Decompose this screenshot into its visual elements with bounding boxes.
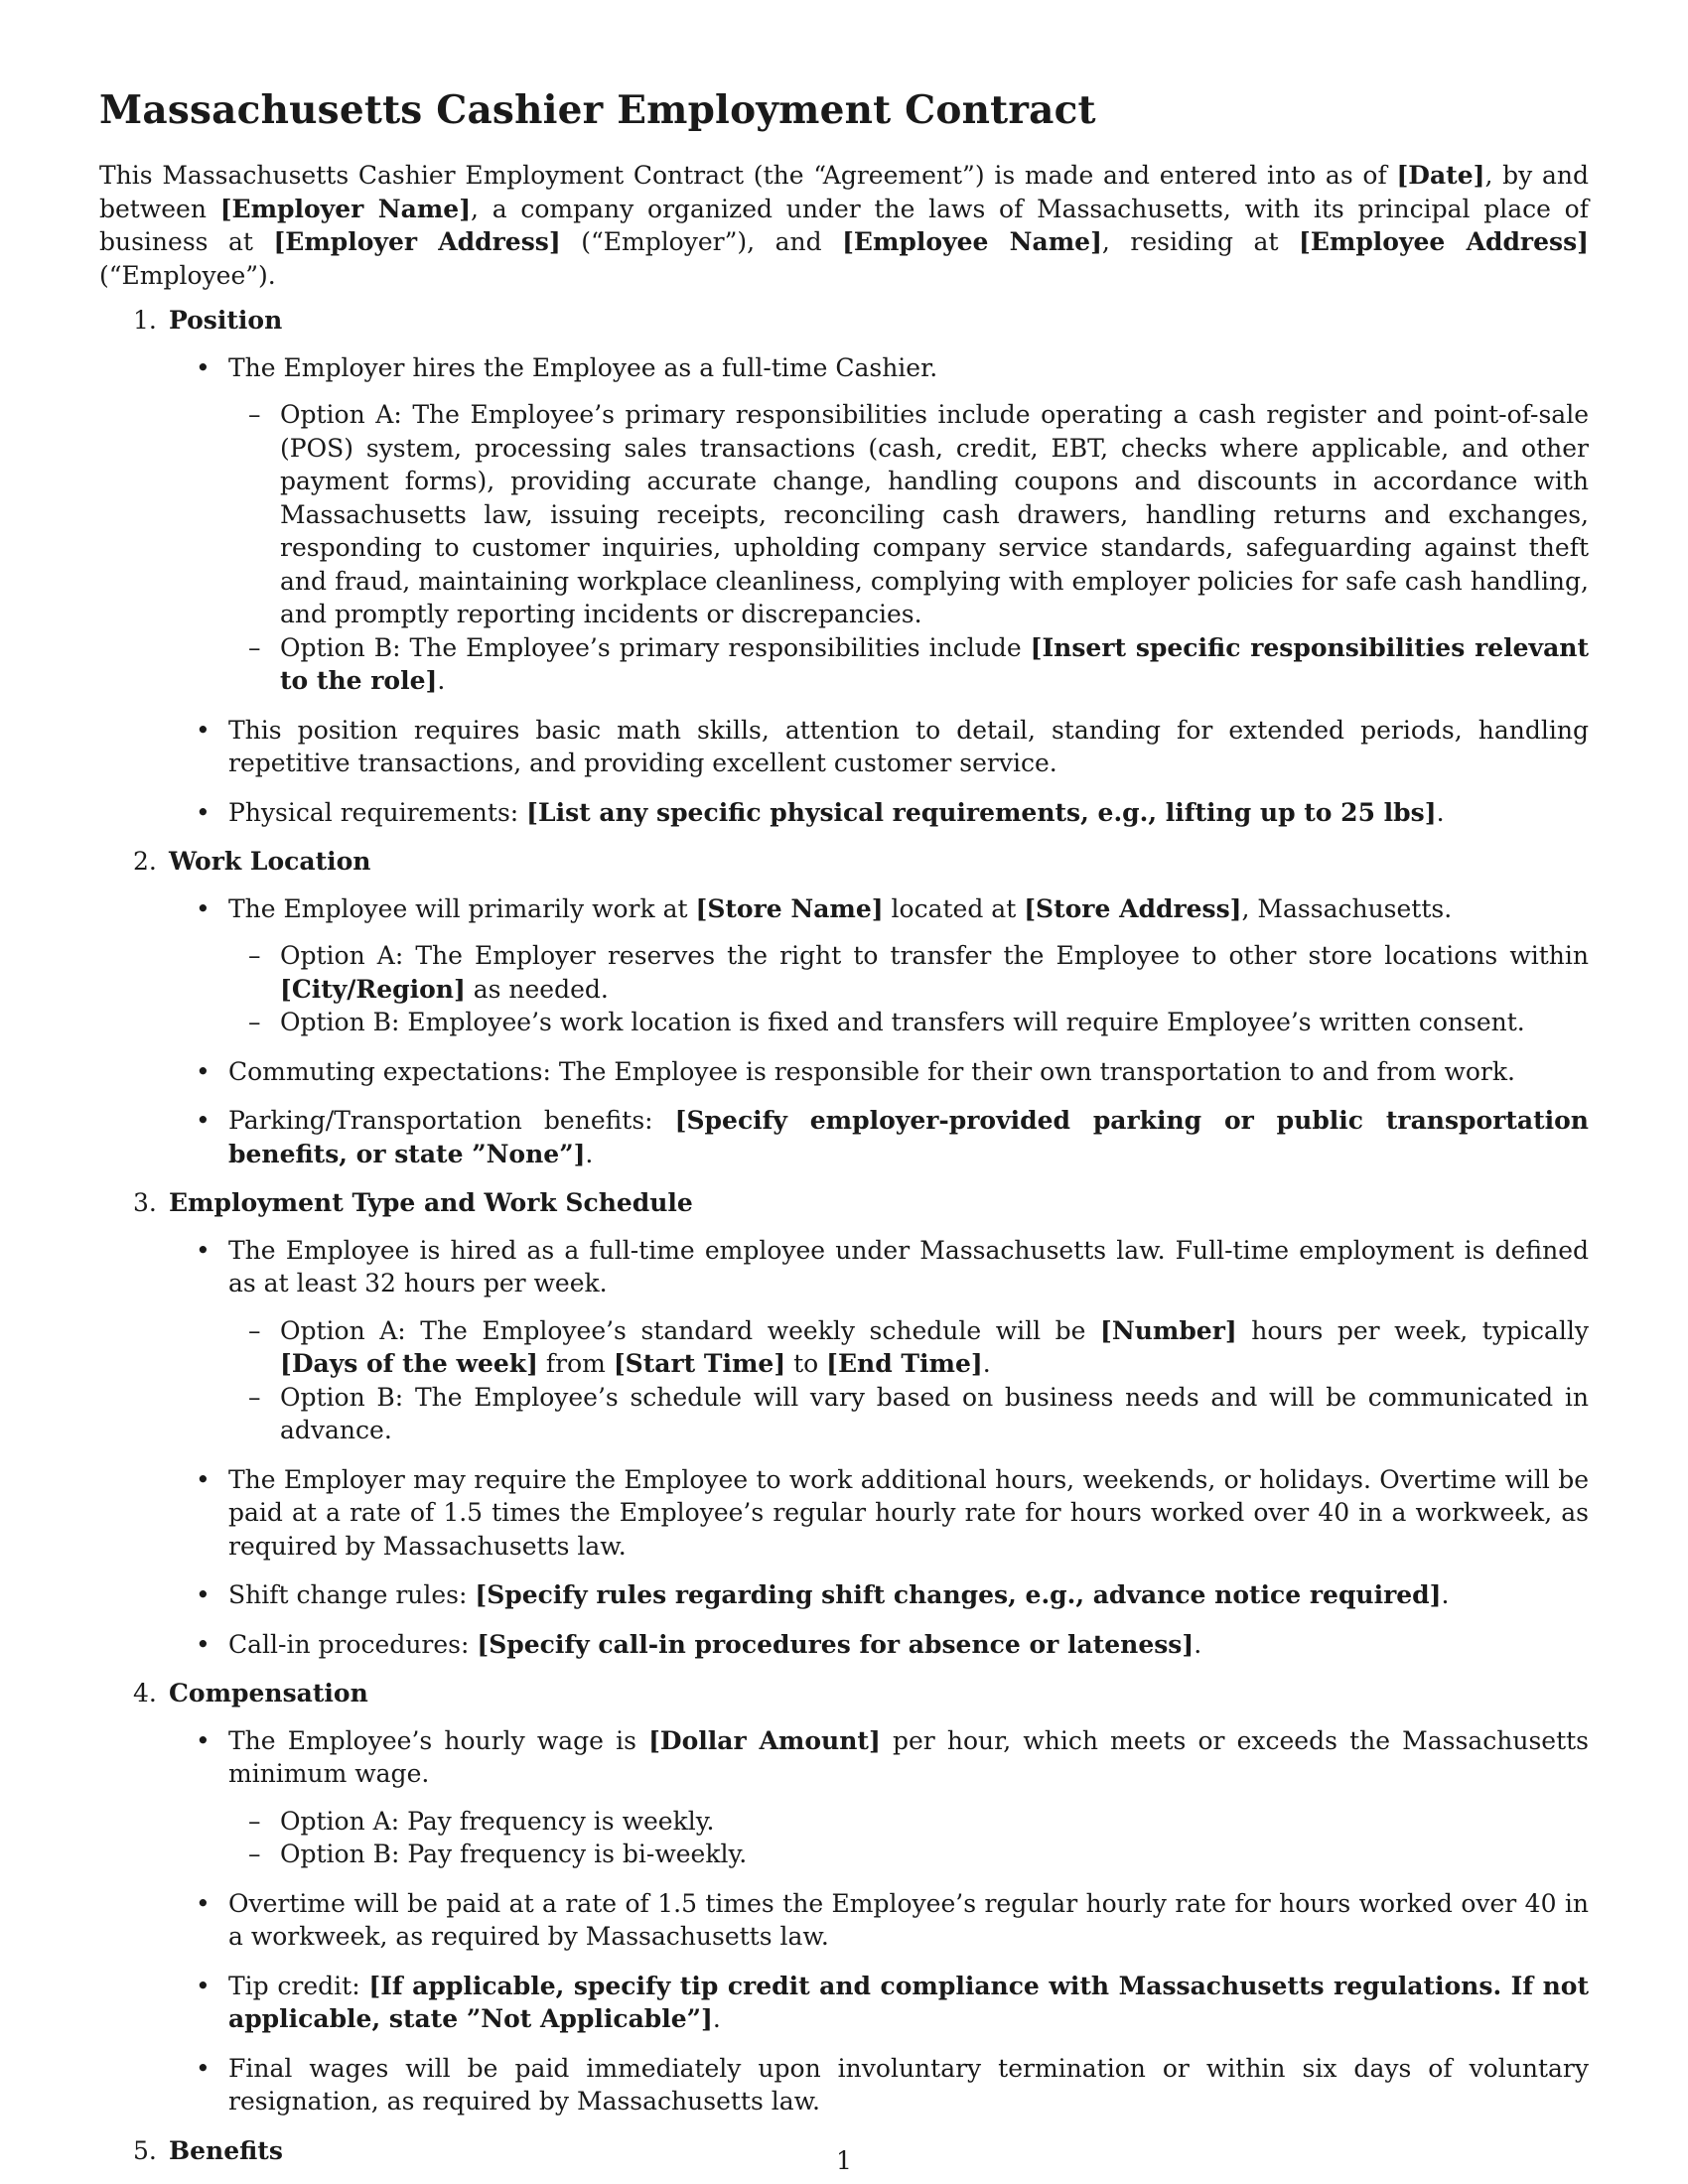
bullet-text: Overtime will be paid at a rate of 1.5 times the Employee’s regular hourly rate for hours worked over 40 in a workweek, as required by Massachusetts law.	[228, 1888, 1589, 1951]
option-text: Option B: The Employee’s schedule will vary based on business needs and will be communicated in advance.	[280, 1382, 1589, 1444]
option-item	[228, 1006, 1589, 1039]
bullet-item	[169, 2052, 1589, 2118]
placeholder-days-of-week: [Days of the week]	[280, 1349, 538, 1378]
bullet-list	[169, 1724, 1589, 2118]
intro-text: , residing at	[1101, 227, 1299, 256]
punctuation: .	[1194, 1629, 1202, 1659]
option-text: Option A: The Employer reserves the right to transfer the Employee to other store locations within	[280, 941, 1589, 970]
bullet-text: Parking/Transportation benefits:	[228, 1106, 675, 1135]
bullet-item	[169, 1887, 1589, 1954]
bullet-text: Tip credit:	[228, 1971, 369, 2000]
punctuation: .	[982, 1349, 991, 1378]
option-item	[228, 939, 1589, 1006]
section-position	[99, 304, 1589, 829]
bullet-item	[169, 1628, 1589, 1662]
placeholder-date: [Date]	[1396, 161, 1485, 190]
bullet-item	[169, 1463, 1589, 1564]
placeholder-employee-address: [Employee Address]	[1298, 227, 1589, 256]
section-compensation	[99, 1677, 1589, 2118]
bullet-text: located at	[883, 893, 1025, 923]
punctuation: .	[712, 2004, 721, 2033]
bullet-item	[169, 796, 1589, 830]
section-number: 5.	[133, 2135, 157, 2165]
option-item	[228, 1314, 1589, 1381]
bullet-text: The Employee is hired as a full-time employee under Massachusetts law. Full-time employment is defined as at least 32 hours per week.	[228, 1235, 1589, 1297]
section-employment-type	[99, 1186, 1589, 1661]
option-item	[228, 1381, 1589, 1447]
placeholder-start-time: [Start Time]	[613, 1349, 786, 1378]
option-text: Option A: The Employee’s standard weekly schedule will be	[280, 1315, 1101, 1345]
punctuation: .	[1441, 1580, 1450, 1609]
section-title: Compensation	[169, 1679, 368, 1707]
section-title: Employment Type and Work Schedule	[169, 1188, 693, 1217]
bullet-text: Physical requirements:	[228, 797, 527, 827]
section-title: Position	[169, 306, 283, 335]
option-list	[228, 1314, 1589, 1447]
bullet-text: The Employer hires the Employee as a full-time Cashier.	[228, 352, 938, 382]
placeholder-call-in-procedures: [Specify call-in procedures for absence or lateness]	[477, 1629, 1195, 1659]
bullet-text: per hour, which meets or exceeds the Massachusetts minimum wage.	[228, 1725, 1589, 1788]
bullet-item	[169, 1234, 1589, 1447]
section-title: Work Location	[169, 847, 371, 876]
option-item	[228, 631, 1589, 698]
placeholder-responsibilities: [Insert specific responsibilities relevant to the role]	[280, 632, 1589, 695]
page-number: 1	[836, 2146, 852, 2175]
bullet-text: The Employee’s hourly wage is	[228, 1725, 649, 1755]
placeholder-employee-name: [Employee Name]	[842, 227, 1102, 256]
placeholder-end-time: [End Time]	[826, 1349, 983, 1378]
section-work-location	[99, 845, 1589, 1170]
bullet-text: Final wages will be paid immediately upon involuntary termination or within six days of voluntary resignation, as required by Massachusetts law.	[228, 2053, 1589, 2116]
option-text: as needed.	[465, 974, 609, 1004]
bullet-item	[169, 714, 1589, 780]
placeholder-shift-change-rules: [Specify rules regarding shift changes, e.g., advance notice required]	[475, 1580, 1442, 1609]
intro-text: , a company organized under the laws of Massachusetts, with its principal place of business at	[99, 194, 1589, 256]
option-text: from	[537, 1349, 614, 1378]
section-number: 4.	[133, 1679, 157, 1707]
option-text: hours per week, typically	[1236, 1315, 1589, 1345]
bullet-text: Shift change rules:	[228, 1580, 476, 1609]
bullet-list	[169, 892, 1589, 1171]
bullet-text: Commuting expectations: The Employee is responsible for their own transportation to and from work.	[228, 1056, 1515, 1086]
punctuation: .	[585, 1139, 594, 1168]
option-item	[228, 1838, 1589, 1871]
intro-paragraph	[99, 159, 1589, 292]
bullet-text: , Massachusetts.	[1241, 893, 1453, 923]
bullet-item	[169, 351, 1589, 698]
bullet-text: Call-in procedures:	[228, 1629, 478, 1659]
placeholder-store-address: [Store Address]	[1024, 893, 1242, 923]
option-text: to	[785, 1349, 827, 1378]
bullet-list	[169, 1234, 1589, 1662]
document-body	[99, 159, 1589, 2177]
placeholder-city-region: [City/Region]	[280, 974, 466, 1004]
placeholder-employer-address: [Employer Address]	[273, 227, 561, 256]
section-title: Benefits	[169, 2135, 283, 2165]
intro-text: (“Employer”), and	[560, 227, 843, 256]
intro-text: , by and between	[99, 161, 1589, 223]
option-text: Option A: The Employee’s primary responsibilities include operating a cash register and point-of-sale (POS) system, processing sales transactions (cash, credit, EBT, checks where applicable, and other payment forms), providing accurate change, handling coupons and discounts in accordance with Massachusetts law, issuing receipts, reconciling cash drawers, handling returns and exchanges, responding to customer inquiries, upholding company service standards, safeguarding against theft and fraud, maintaining workplace cleanliness, complying with employer policies for safe cash handling, and promptly reporting incidents or discrepancies.	[280, 400, 1589, 628]
bullet-item	[169, 1970, 1589, 2036]
placeholder-tip-credit: [If applicable, specify tip credit and compliance with Massachusetts regulations. If not applicable, state ”Not Applicable”]	[228, 1971, 1589, 2033]
section-number: 3.	[133, 1188, 157, 1217]
placeholder-store-name: [Store Name]	[695, 893, 884, 923]
option-item	[228, 398, 1589, 631]
bullet-list	[169, 351, 1589, 830]
punctuation: .	[1436, 797, 1445, 827]
bullet-item	[169, 1578, 1589, 1612]
option-text: Option B: The Employee’s primary responsibilities include	[280, 632, 1031, 662]
option-list	[228, 398, 1589, 698]
option-text: Option A: Pay frequency is weekly.	[280, 1806, 715, 1836]
placeholder-parking-benefits: [Specify employer-provided parking or public transportation benefits, or state ”None”]	[228, 1106, 1589, 1168]
bullet-item	[169, 1724, 1589, 1871]
section-list	[99, 304, 1589, 2167]
section-number: 2.	[133, 847, 157, 876]
placeholder-dollar-amount: [Dollar Amount]	[648, 1725, 881, 1755]
option-list	[228, 939, 1589, 1039]
option-text: Option B: Pay frequency is bi-weekly.	[280, 1840, 748, 1868]
bullet-text: This position requires basic math skills, attention to detail, standing for extended periods, handling repetitive transactions, and providing excellent customer service.	[228, 715, 1589, 777]
placeholder-employer-name: [Employer Name]	[219, 194, 472, 223]
bullet-text: The Employee will primarily work at	[228, 893, 696, 923]
document-title: Massachusetts Cashier Employment Contract	[99, 87, 1096, 133]
section-number: 1.	[133, 306, 157, 335]
bullet-text: The Employer may require the Employee to work additional hours, weekends, or holidays. Overtime will be paid at a rate of 1.5 times the Employee’s regular hourly rate for hours worked over 40 in a workweek, as required by Massachusetts law.	[228, 1464, 1589, 1561]
bullet-item	[169, 1055, 1589, 1089]
intro-text: (“Employee”).	[99, 260, 276, 290]
option-item	[228, 1805, 1589, 1839]
option-list	[228, 1805, 1589, 1871]
punctuation: .	[437, 666, 446, 695]
option-text: Option B: Employee’s work location is fixed and transfers will require Employee’s written consent.	[280, 1008, 1525, 1036]
intro-text: This Massachusetts Cashier Employment Contract (the “Agreement”) is made and entered into as of	[99, 161, 1397, 190]
placeholder-number: [Number]	[1100, 1315, 1237, 1345]
placeholder-physical-requirements: [List any specific physical requirements, e.g., lifting up to 25 lbs]	[526, 797, 1437, 827]
bullet-item	[169, 892, 1589, 1039]
bullet-item	[169, 1104, 1589, 1170]
